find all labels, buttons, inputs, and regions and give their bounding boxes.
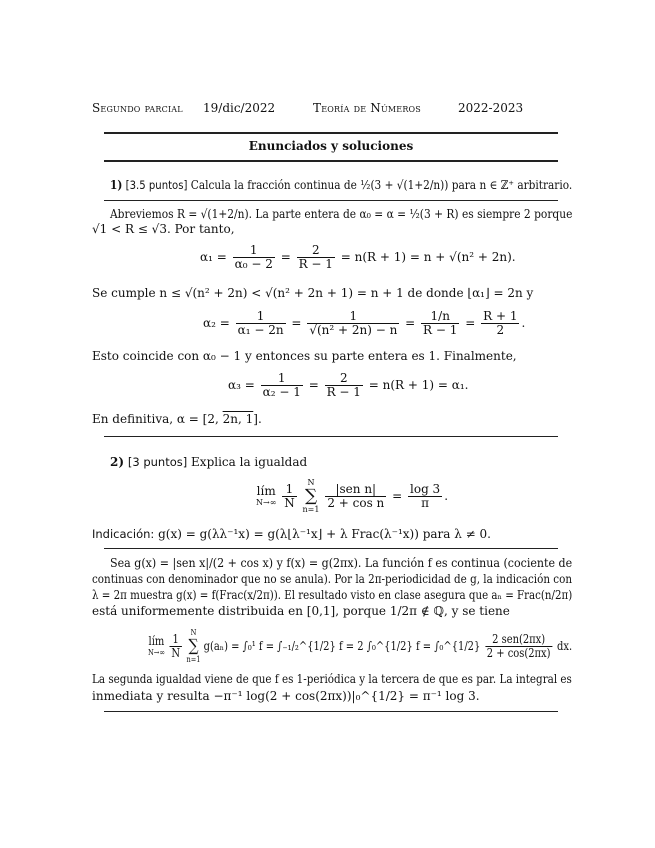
page-title: Enunciados y soluciones (248, 139, 414, 153)
p2-eq-term-num: |sen n| (325, 483, 386, 497)
title-rule-top (104, 132, 558, 134)
p1-equation-alpha1 (200, 244, 516, 271)
eq1-eq: = (280, 250, 291, 264)
p2-int-integrand-num: 2 sen(2πx) (485, 633, 552, 647)
p1-conclusion-post: ]. (253, 412, 262, 426)
eq1-lhs: α₁ = (200, 250, 227, 264)
eq2-eq3: = (465, 316, 476, 330)
p1-equation-alpha2 (203, 310, 525, 337)
p1-conclusion (92, 412, 262, 426)
p2-eq-sum-bot: n=1 (302, 505, 320, 514)
p2-hint-label: Indicación: (92, 527, 155, 541)
p2-sol-line5: La segunda igualdad viene de que f es 1-periódica y la tercera de que es par. La integral es (92, 672, 572, 686)
p1-sol-line4: Esto coincide con α₀ − 1 y entonces su parte entera es 1. Finalmente, (92, 349, 517, 363)
p2-int-sum (186, 628, 200, 665)
p2-eq-oneN (282, 483, 297, 510)
eq2-frac2-num: 1 (307, 310, 399, 324)
p1-sol-line2: √1 < R ≤ √3. Por tanto, (92, 222, 235, 236)
p2-eq-result-den: π (421, 496, 430, 510)
problem2-rule (104, 548, 558, 549)
eq2-frac4-den: 2 (496, 323, 505, 337)
problem2-points: [3 puntos] (127, 455, 188, 469)
p2-eq-period: . (444, 489, 449, 503)
p2-int-oneN-num: 1 (170, 633, 182, 647)
p2-eq-equals: = (392, 489, 403, 503)
problem1-number: 1) (110, 178, 123, 192)
eq2-frac2 (307, 310, 399, 337)
p1-conclusion-period: 2n, 1 (222, 412, 254, 426)
p2-eq-lim-sub: N→∞ (256, 497, 277, 507)
p2-int-sum-bot: n=1 (186, 655, 201, 664)
eq1-frac1-num: 1 (233, 244, 275, 258)
p2-int-chain: g(aₙ) = ∫₀¹ f = ∫₋₁/₂^{1/2} f = 2 ∫₀^{1/2} f = ∫₀^{1/2} (203, 639, 481, 653)
eq2-lhs: α₂ = (203, 316, 230, 330)
title-rule-bottom (104, 160, 558, 162)
p2-eq-term (325, 483, 386, 510)
p2-int-oneN-den: N (171, 646, 181, 660)
p2-eq-limit (256, 485, 276, 509)
problem1-text: Calcula la fracción continua de ½(3 + √(1+2/n)) para n ∈ ℤ⁺ arbitrario. (190, 178, 573, 192)
header-course: Segundo parcial (92, 101, 183, 115)
p2-int-lim-sub: N→∞ (148, 647, 165, 657)
p2-eq-oneN-num: 1 (282, 483, 297, 497)
p2-hint-text: g(x) = g(λλ⁻¹x) = g(λ⌊λ⁻¹x⌋ + λ Frac(λ⁻¹x)) para λ ≠ 0. (158, 527, 491, 541)
eq3-frac1 (261, 372, 303, 399)
eq2-frac3-num: 1/n (421, 310, 459, 324)
eq1-frac2 (297, 244, 335, 271)
p2-int-lim: lím (148, 633, 165, 648)
eq3-frac2-den: R − 1 (326, 385, 361, 399)
problem2-text: Explica la igualdad (191, 455, 308, 469)
problem1-rule (104, 200, 558, 201)
eq2-eq2: = (405, 316, 416, 330)
p2-eq-sum (303, 478, 320, 515)
p2-sol-line1: Sea g(x) = |sen x|/(2 + cos x) y f(x) = g(2πx). La función f es continua (cociente de (110, 556, 573, 570)
eq2-eq1: = (291, 316, 302, 330)
eq3-rhs: = n(R + 1) = α₁. (368, 378, 469, 392)
p2-eq-result-num: log 3 (410, 482, 441, 496)
eq2-frac1-num: 1 (236, 310, 286, 324)
eq2-frac1 (236, 310, 286, 337)
p2-eq-lim: lím (256, 483, 276, 498)
eq2-frac4-num: R + 1 (483, 309, 518, 323)
p2-equation-integral (148, 628, 572, 665)
sigma-icon: ∑ (188, 636, 199, 656)
eq2-period: . (521, 316, 526, 330)
eq3-frac1-num: 1 (261, 372, 303, 386)
eq3-eq: = (308, 378, 319, 392)
p2-sol-line6: inmediata y resulta −π⁻¹ log(2 + cos(2πx))|₀^{1/2} = π⁻¹ log 3. (92, 689, 480, 703)
p2-eq-sum-top: N (307, 478, 315, 487)
problem2-number: 2) (110, 455, 125, 469)
header-date: 19/dic/2022 (203, 101, 276, 115)
p1-conclusion-pre: En definitiva, α = [2, (92, 412, 223, 426)
p1-sol-line3: Se cumple n ≤ √(n² + 2n) < √(n² + 2n + 1) = n + 1 de donde ⌊α₁⌋ = 2n y (92, 286, 534, 300)
header-year: 2022-2023 (458, 101, 524, 115)
eq1-frac2-num: 2 (297, 244, 335, 258)
p1-sol-line1: Abreviemos R = √(1+2/n). La parte entera de α₀ = α = ½(3 + R) es siempre 2 porque (110, 207, 573, 221)
eq3-frac2 (325, 372, 363, 399)
eq2-frac3 (421, 310, 459, 337)
p2-equation (256, 478, 448, 515)
p2-sol-line4: está uniformemente distribuida en [0,1], porque 1/2π ∉ ℚ, y se tiene (92, 604, 510, 618)
problem2-statement (110, 455, 307, 469)
p2-int-dx: dx. (556, 639, 573, 653)
sigma-icon: ∑ (304, 486, 318, 506)
eq2-frac4 (481, 310, 519, 337)
eq1-frac1-den: α₀ − 2 (234, 257, 273, 271)
eq2-frac3-den: R − 1 (423, 323, 458, 337)
p2-eq-oneN-den: N (284, 496, 295, 510)
p2-int-oneN (170, 633, 182, 660)
p2-eq-term-den: 2 + cos n (327, 496, 385, 510)
eq2-frac2-den: √(n² + 2n) − n (309, 323, 398, 337)
eq1-rhs: = n(R + 1) = n + √(n² + 2n). (340, 250, 516, 264)
p1-equation-alpha3 (228, 372, 469, 399)
problem1-statement (110, 178, 572, 192)
eq1-frac2-den: R − 1 (298, 257, 333, 271)
eq3-frac1-den: α₂ − 1 (262, 385, 301, 399)
p2-int-integrand-den: 2 + cos(2πx) (486, 646, 551, 660)
p2-sol-line2: continuas con denominador que no se anula). Por la 2π-periodicidad de g, la indicación con (92, 572, 573, 586)
p2-int-integrand (485, 633, 552, 660)
problem1-end-rule (104, 436, 558, 437)
p2-int-limit (148, 635, 165, 659)
eq3-frac2-num: 2 (325, 372, 363, 386)
eq1-frac1 (233, 244, 275, 271)
problem1-points: [3.5 puntos] (125, 178, 188, 192)
problem2-end-rule (104, 711, 558, 712)
p2-eq-result (408, 483, 442, 510)
eq2-frac1-den: α₁ − 2n (237, 323, 284, 337)
p2-int-sum-top: N (190, 628, 197, 637)
eq3-lhs: α₃ = (228, 378, 255, 392)
p2-sol-line3: λ = 2π muestra g(x) = f(Frac(x/2π)). El resultado visto en clase asegura que aₙ = Frac(n/2π) (92, 588, 573, 602)
p2-hint (92, 527, 491, 541)
header-subject: Teoría de Números (313, 101, 421, 115)
